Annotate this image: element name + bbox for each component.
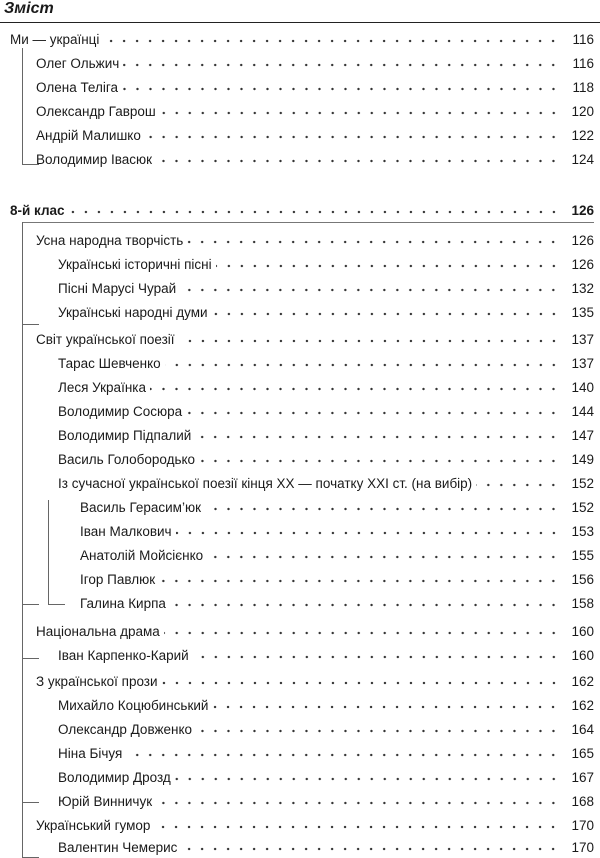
toc-entry-page: 135 [571, 305, 594, 320]
toc-entry[interactable] [36, 147, 594, 169]
toc-entry-title: Володимир Дрозд [58, 770, 171, 785]
toc-entry-page: 165 [571, 746, 594, 761]
toc-entry[interactable] [36, 123, 594, 145]
leader-dots [196, 726, 560, 736]
leader-dots [123, 60, 560, 70]
toc-entry-page: 118 [572, 80, 594, 95]
leader-dots [145, 132, 560, 142]
leader-dots [175, 774, 560, 784]
toc-entry[interactable] [58, 423, 594, 445]
toc-entry-page: 126 [571, 203, 594, 218]
toc-entry[interactable] [58, 276, 594, 298]
leader-dots [193, 652, 560, 662]
toc-entry[interactable] [36, 51, 594, 73]
toc-entry-page: 164 [571, 722, 594, 737]
toc-entry-page: 147 [571, 428, 594, 443]
page-title: Зміст [4, 0, 54, 17]
toc-entry-page: 156 [571, 572, 594, 587]
leader-dots [103, 36, 560, 46]
toc-entry-title: Валентин Чемерис [58, 840, 178, 855]
leader-dots [216, 261, 560, 271]
toc-entry-grade[interactable] [10, 198, 594, 220]
leader-dots [150, 384, 560, 394]
toc-entry-title: З української прози [36, 674, 158, 689]
toc-entry-title: Світ української поезії [36, 332, 175, 347]
toc-entry-page: 155 [571, 548, 594, 563]
toc-entry-title: Олена Теліга [36, 80, 119, 95]
toc-entry-title: Володимир Підпалий [58, 428, 192, 443]
toc-entry-title: Із сучасної української поезії кінця ХХ — початку ХХІ ст. (на вибір) [58, 476, 473, 491]
toc-entry-page: 158 [571, 596, 594, 611]
leader-dots [154, 822, 560, 832]
leader-dots [205, 504, 560, 514]
toc-entry-page: 152 [571, 500, 594, 515]
toc-entry-page: 149 [571, 452, 594, 467]
leader-dots [179, 336, 560, 346]
toc-entry-title: Михайло Коцюбинський [58, 698, 209, 713]
toc-entry-page: 122 [571, 128, 594, 143]
toc-entry-page: 132 [571, 281, 594, 296]
toc-entry[interactable] [58, 252, 594, 274]
leader-dots [122, 84, 560, 94]
toc-entry-title: Олександр Довженко [58, 722, 193, 737]
toc-entry-title: Андрій Малишко [36, 128, 141, 143]
toc-entry[interactable] [58, 741, 594, 763]
toc-entry[interactable] [80, 567, 594, 589]
toc-entry-page: 153 [571, 524, 594, 539]
toc-entry-title: Ігор Павлюк [80, 572, 156, 587]
toc-entry[interactable] [58, 765, 594, 787]
toc-entry[interactable] [58, 693, 594, 715]
toc-entry[interactable] [58, 351, 594, 373]
leader-dots [181, 844, 560, 854]
toc-entry-title: Володимир Сосюра [58, 404, 183, 419]
toc-entry[interactable] [10, 27, 594, 49]
toc-entry-title: Українські історичні пісні [58, 257, 212, 272]
toc-entry-title: Усна народна творчість [36, 233, 184, 248]
toc-entry-page: 126 [571, 233, 594, 248]
toc-entry-title: Ми — українці [10, 32, 100, 47]
toc-entry-title: Національна драма [36, 624, 160, 639]
toc-entry-title: Олександр Гаврош [36, 104, 156, 119]
toc-entry-title: Володимир Івасюк [36, 152, 153, 167]
toc-entry-page: 140 [571, 380, 594, 395]
toc-entry[interactable] [58, 471, 594, 493]
toc-entry-title: Ніна Бічуя [58, 746, 123, 761]
toc-entry-title: Юрій Винничук [58, 794, 153, 809]
toc-entry-title: Василь Герасим’юк [80, 500, 201, 515]
toc-entry-page: 124 [571, 152, 594, 167]
toc-entry[interactable] [58, 643, 594, 665]
leader-dots [199, 456, 560, 466]
leader-dots [476, 480, 560, 490]
leader-dots [126, 750, 560, 760]
toc-entry-page: 162 [571, 674, 594, 689]
toc-entry-page: 160 [571, 624, 594, 639]
leader-dots [164, 628, 560, 638]
toc-entry-title: Галина Кирпа [80, 596, 166, 611]
leader-dots [160, 108, 560, 118]
toc-entry[interactable] [58, 375, 594, 397]
section-bracket [22, 324, 39, 605]
leader-dots [156, 798, 560, 808]
toc-entry[interactable] [36, 228, 594, 250]
toc-entry-page: 116 [572, 56, 594, 71]
toc-entry-title: Іван Малкович [80, 524, 172, 539]
toc-entry[interactable] [36, 813, 594, 835]
toc-entry-page: 120 [571, 104, 594, 119]
toc-entry[interactable] [36, 669, 594, 691]
toc-entry[interactable] [36, 99, 594, 121]
toc-entry[interactable] [58, 447, 594, 469]
toc-entry-page: 170 [571, 818, 594, 833]
toc-entry-page: 168 [571, 794, 594, 809]
toc-entry[interactable] [36, 619, 594, 641]
leader-dots [165, 360, 560, 370]
toc-entry[interactable] [58, 717, 594, 739]
toc-entry[interactable] [36, 75, 594, 97]
leader-dots [207, 552, 560, 562]
leader-dots [212, 702, 560, 712]
leader-dots [176, 528, 560, 538]
toc-entry[interactable] [80, 591, 594, 613]
toc-entry-page: 167 [571, 770, 594, 785]
leader-dots [159, 576, 560, 586]
section-divider [22, 222, 594, 223]
toc-entry-title: Анатолій Мойсієнко [80, 548, 204, 563]
leader-dots [180, 285, 560, 295]
leader-dots [186, 408, 560, 418]
toc-entry[interactable] [58, 399, 594, 421]
toc-entry[interactable] [58, 835, 594, 857]
toc-entry-page: 116 [572, 32, 594, 47]
leader-dots [162, 678, 560, 688]
leader-dots [195, 432, 560, 442]
section-bracket [48, 500, 65, 605]
leader-dots [156, 156, 560, 166]
toc-entry-title: 8-й клас [10, 203, 65, 218]
toc-entry-page: 152 [571, 476, 594, 491]
toc-entry-page: 160 [571, 648, 594, 663]
toc-entry[interactable] [80, 543, 594, 565]
toc-entry[interactable] [36, 327, 594, 349]
toc-entry-page: 126 [571, 257, 594, 272]
toc-entry-title: Василь Голобородько [58, 452, 196, 467]
toc-entry-title: Іван Карпенко-Карий [58, 648, 189, 663]
toc-entry-page: 137 [571, 356, 594, 371]
toc-entry[interactable] [58, 789, 594, 811]
toc-entry-title: Олег Ольжич [36, 56, 120, 71]
leader-dots [170, 600, 560, 610]
leader-dots [212, 309, 560, 319]
toc-entry-page: 144 [571, 404, 594, 419]
toc-entry-page: 170 [571, 840, 594, 855]
toc-entry[interactable] [80, 519, 594, 541]
toc-entry-page: 137 [571, 332, 594, 347]
leader-dots [69, 207, 560, 217]
toc-entry-title: Пісні Марусі Чурай [58, 281, 177, 296]
toc-entry-title: Леся Українка [58, 380, 146, 395]
toc-entry-title: Українські народні думи [58, 305, 208, 320]
toc-entry-page: 162 [571, 698, 594, 713]
leader-dots [187, 237, 560, 247]
toc-entry-title: Тарас Шевченко [58, 356, 161, 371]
toc-entry[interactable] [58, 300, 594, 322]
toc-entry-title: Український гумор [36, 818, 151, 833]
toc-entry[interactable] [80, 495, 594, 517]
